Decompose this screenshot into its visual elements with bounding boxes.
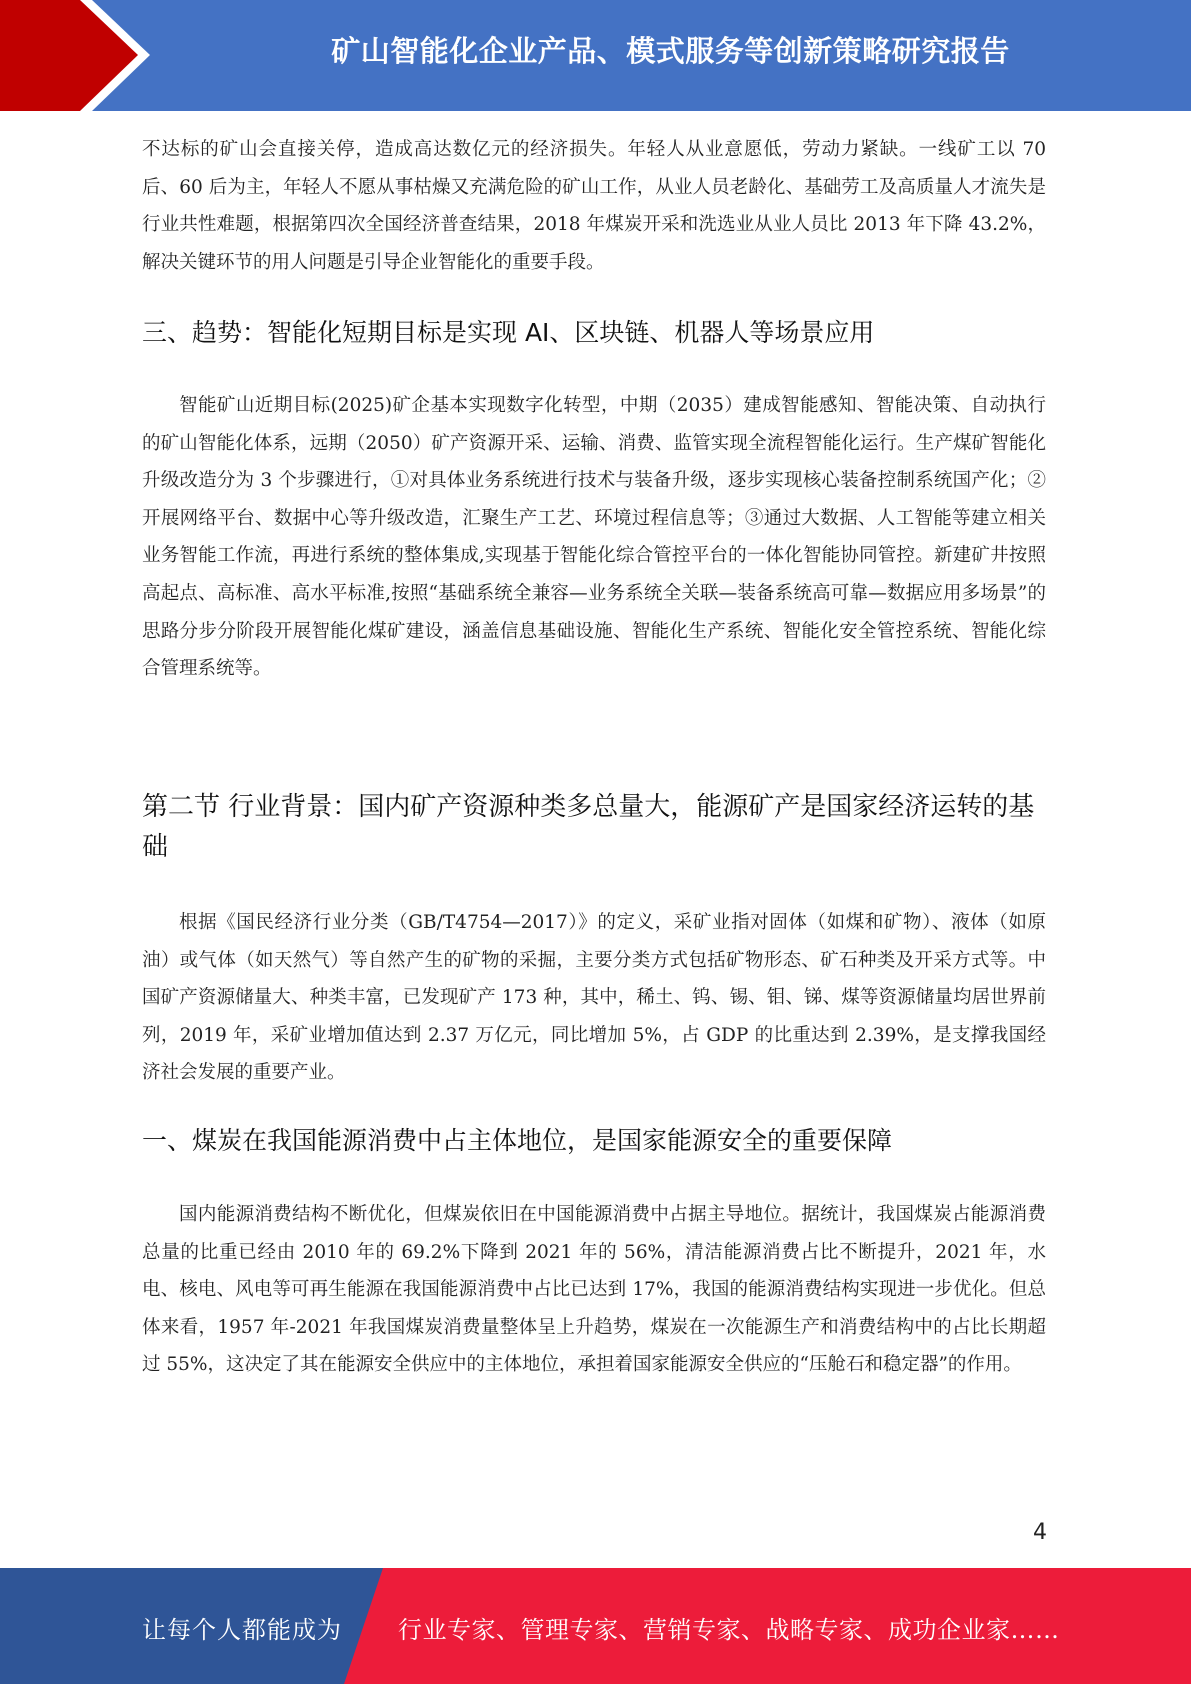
paragraph-intro: 不达标的矿山会直接关停，造成高达数亿元的经济损失。年轻人从业意愿低，劳动力紧缺。一线矿工以 70 后、60 后为主，年轻人不愿从事枯燥又充满危险的矿山工作，从业人员老龄化、基础劳工及高质量人才流失是行业共性难题，根据第四次全国经济普查结果，2018 年煤炭开采和洗选业从业人员比 2013 年下降 43.2%，解决关键环节的用人问题是引导企业智能化的重要手段。 [142,139,1046,273]
header-title: 矿山智能化企业产品、模式服务等创新策略研究报告 [331,34,1010,68]
footer-slogan-right: 行业专家、管理专家、营销专家、战略专家、成功企业家…… [398,1616,1060,1644]
heading-section-2: 第二节 行业背景：国内矿产资源种类多总量大，能源矿产是国家经济运转的基础 [142,792,1035,862]
heading-coal: 一、煤炭在我国能源消费中占主体地位，是国家能源安全的重要保障 [142,1126,893,1155]
page-number: 4 [1033,1520,1047,1545]
paragraph-background: 根据《国民经济行业分类（GB/T4754—2017）》的定义，采矿业指对固体（如煤和矿物）、液体（如原油）或气体（如天然气）等自然产生的矿物的采掘，主要分类方式包括矿物形态、矿石种类及开采方式等。中国矿产资源储量大、种类丰富，已发现矿产 173 种，其中，稀土、钨、锡、钼、锑、煤等资源储量均居世界前列，2019 年，采矿业增加值达到 2.37 万亿元，同比增加 5%，占 GDP 的比重达到 2.39%，是支撑我国经济社会发展的重要产业。 [142,912,1046,1084]
paragraph-coal: 国内能源消费结构不断优化，但煤炭依旧在中国能源消费中占据主导地位。据统计，我国煤炭占能源消费总量的比重已经由 2010 年的 69.2%下降到 2021 年的 56%，清洁能源消费占比不断提升，2021 年，水电、核电、风电等可再生能源在我国能源消费中占比已达到 17%，我国的能源消费结构实现进一步优化。但总体来看，1957 年-2021 年我国煤炭消费量整体呈上升趋势，煤炭在一次能源生产和消费结构中的占比长期超过 55%，这决定了其在能源安全供应中的主体地位，承担着国家能源安全供应的“压舱石和稳定器”的作用。 [142,1204,1046,1376]
page-footer [0,1568,1191,1684]
heading-trend: 三、趋势：智能化短期目标是实现 AI、区块链、机器人等场景应用 [142,318,875,347]
paragraph-trend: 智能矿山近期目标(2025)矿企基本实现数字化转型，中期（2035）建成智能感知、智能决策、自动执行的矿山智能化体系，远期（2050）矿产资源开采、运输、消费、监管实现全流程智能化运行。生产煤矿智能化升级改造分为 3 个步骤进行，①对具体业务系统进行技术与装备升级，逐步实现核心装备控制系统国产化；②开展网络平台、数据中心等升级改造，汇聚生产工艺、环境过程信息等；③通过大数据、人工智能等建立相关业务智能工作流，再进行系统的整体集成,实现基于智能化综合管控平台的一体化智能协同管控。新建矿井按照高起点、高标准、高水平标准,按照“基础系统全兼容—业务系统全关联—装备系统高可靠—数据应用多场景”的思路分步分阶段开展智能化煤矿建设，涵盖信息基础设施、智能化生产系统、智能化安全管控系统、智能化综合管理系统等。 [142,395,1046,680]
page-header [0,0,1191,111]
footer-slogan-left: 让每个人都能成为 [142,1616,342,1644]
